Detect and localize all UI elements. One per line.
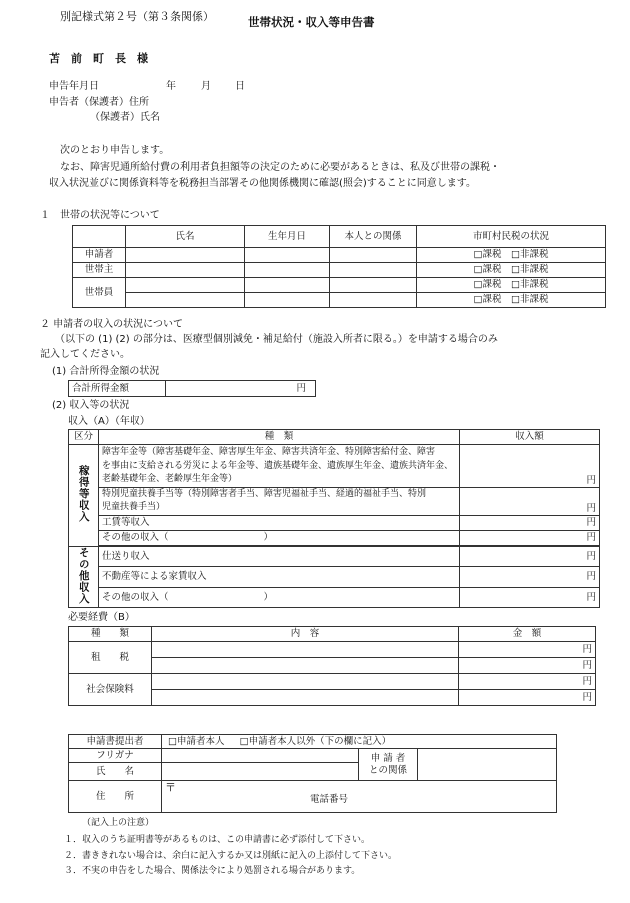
total-income-value[interactable] bbox=[166, 381, 316, 397]
allowance-line-2: 児童扶養手当） bbox=[102, 502, 166, 512]
relation-label-1: 申 請 者 bbox=[370, 753, 406, 765]
expense-col-amount: 金 額 bbox=[459, 627, 596, 642]
addressee: 苫 前 町 長 様 bbox=[49, 52, 148, 65]
other-income-group: その他収入 bbox=[77, 546, 90, 604]
income-table bbox=[68, 429, 600, 608]
postal-mark: 〒 bbox=[165, 781, 176, 794]
expense-table bbox=[68, 626, 596, 706]
remittance-label: 仕送り収入 bbox=[99, 546, 460, 567]
total-income-label: 合計所得金額 bbox=[69, 381, 166, 397]
other-income-amount-2[interactable]: 円 bbox=[460, 587, 600, 608]
rent-amount[interactable]: 円 bbox=[460, 567, 600, 588]
member1-relation-cell[interactable] bbox=[330, 278, 417, 293]
row-applicant: 申請者 bbox=[73, 248, 126, 263]
section1-heading: １ 世帯の状況等について bbox=[40, 210, 160, 221]
section2-note-2: 記入してください。 bbox=[40, 349, 130, 360]
wage-label: 工賃等収入 bbox=[99, 515, 460, 530]
relation-input[interactable] bbox=[418, 749, 557, 781]
tax-content-2[interactable] bbox=[152, 658, 459, 674]
member1-name-cell[interactable] bbox=[126, 278, 245, 293]
income-col-amount: 収入額 bbox=[460, 430, 600, 445]
col-tax: 市町村民税の状況 bbox=[417, 226, 606, 248]
col-name: 氏名 bbox=[126, 226, 245, 248]
note-2: ２．書ききれない場合は、余白に記入するか又は別紙に記入の上添付して下さい。 bbox=[64, 851, 398, 861]
member2-birth-cell[interactable] bbox=[245, 293, 330, 308]
furigana-label: フリガナ bbox=[69, 749, 162, 763]
member2-tax-options[interactable]: □課税 □非課税 bbox=[417, 293, 606, 308]
yen-unit: 円 bbox=[296, 382, 306, 394]
page-title: 世帯状況・収入等申告書 bbox=[248, 15, 375, 29]
social-amount-1[interactable]: 円 bbox=[459, 674, 596, 690]
address-label: 申告者（保護者）住所 bbox=[49, 97, 149, 108]
section2-note-1: （以下の (1) (2) の部分は、医療型個別減免・補足給付（施設入所者に限る。）を申請する場合のみ bbox=[55, 334, 498, 345]
relation-label-2: との関係 bbox=[368, 764, 407, 776]
submitter-name-label: 氏 名 bbox=[69, 763, 162, 781]
household-table bbox=[72, 225, 606, 308]
member1-tax-options[interactable]: □課税 □非課税 bbox=[417, 278, 606, 293]
submitter-name-input[interactable] bbox=[162, 763, 359, 781]
note-1: １．収入のうち証明書等があるものは、この申請書に必ず添付して下さい。 bbox=[64, 835, 371, 845]
social-content-1[interactable] bbox=[152, 674, 459, 690]
rent-label: 不動産等による家賃収入 bbox=[99, 567, 460, 588]
submitter-address-label: 住 所 bbox=[69, 781, 162, 813]
income-a-label: 収入（A）（年収） bbox=[68, 416, 150, 427]
householder-birth-cell[interactable] bbox=[245, 263, 330, 278]
applicant-name-cell[interactable] bbox=[126, 248, 245, 263]
submitter-address-input[interactable] bbox=[162, 781, 557, 813]
section2-heading: ２ 申請者の収入の状況について bbox=[40, 319, 183, 330]
tax-amount-1[interactable]: 円 bbox=[459, 642, 596, 658]
furigana-input[interactable] bbox=[162, 749, 359, 763]
submitter-self-option[interactable]: □申請者本人 bbox=[168, 735, 225, 747]
col-birth: 生年月日 bbox=[245, 226, 330, 248]
col-relation: 本人との関係 bbox=[330, 226, 417, 248]
other-income-amount-1[interactable]: 円 bbox=[460, 530, 600, 545]
expense-col-content: 内 容 bbox=[152, 627, 459, 642]
intro-line-3: 収入状況並びに関係資料等を税務担当部署その他関係機関に確認(照会)することに同意します。 bbox=[49, 178, 477, 189]
applicant-birth-cell[interactable] bbox=[245, 248, 330, 263]
social-content-2[interactable] bbox=[152, 690, 459, 706]
income-col-category: 区分 bbox=[69, 430, 99, 445]
form-style-label: 別記様式第２号（第３条関係） bbox=[60, 10, 214, 23]
earned-income-group: 稼得等収入 bbox=[77, 464, 90, 523]
submitter-table bbox=[68, 734, 557, 813]
year-label: 年 bbox=[166, 81, 176, 92]
tax-label: 租 税 bbox=[69, 642, 152, 674]
row-householder: 世帯主 bbox=[73, 263, 126, 278]
member1-birth-cell[interactable] bbox=[245, 278, 330, 293]
income-subheading: (2) 収入等の状況 bbox=[52, 400, 130, 411]
guardian-name-label: （保護者）氏名 bbox=[90, 112, 160, 123]
other-income-label-1: その他の収入（ ） bbox=[99, 530, 460, 545]
intro-line-2: なお、障害児通所給付費の利用者負担額等の決定のために必要があるときは、私及び世帯の課税・ bbox=[60, 162, 500, 173]
total-income-subheading: (1) 合計所得金額の状況 bbox=[52, 366, 160, 377]
phone-label: 電話番号 bbox=[310, 794, 349, 806]
expense-col-type: 種 類 bbox=[69, 627, 152, 642]
tax-content-1[interactable] bbox=[152, 642, 459, 658]
total-income-table bbox=[68, 380, 316, 397]
day-label: 日 bbox=[235, 81, 245, 92]
social-insurance-label: 社会保険料 bbox=[69, 674, 152, 706]
income-col-type: 種 類 bbox=[99, 430, 460, 445]
wage-amount[interactable]: 円 bbox=[460, 515, 600, 530]
pension-amount[interactable]: 円 bbox=[460, 445, 600, 488]
intro-line-1: 次のとおり申告します。 bbox=[60, 145, 170, 156]
applicant-tax-options[interactable]: □課税 □非課税 bbox=[417, 248, 606, 263]
remittance-amount[interactable]: 円 bbox=[460, 546, 600, 567]
pension-line-3: 老齢基礎年金、老齢厚生年金等） bbox=[102, 474, 238, 484]
pension-line-2: を事由に支給される労災による年金等、遺族基礎年金、遺族厚生年金、遺族共済年金、 bbox=[102, 460, 454, 471]
householder-name-cell[interactable] bbox=[126, 263, 245, 278]
pension-line-1: 障害年金等（障害基礎年金、障害厚生年金、障害共済年金、特別障害給付金、障害 bbox=[102, 447, 436, 457]
other-income-label-2: その他の収入（ ） bbox=[99, 587, 460, 608]
note-3: ３．不実の申告をした場合、関係法令により処罰される場合があります。 bbox=[64, 866, 361, 876]
tax-amount-2[interactable]: 円 bbox=[459, 658, 596, 674]
applicant-relation-cell[interactable] bbox=[330, 248, 417, 263]
notes-heading: （記入上の注意） bbox=[82, 818, 155, 828]
householder-relation-cell[interactable] bbox=[330, 263, 417, 278]
allowance-amount[interactable]: 円 bbox=[460, 487, 600, 515]
householder-tax-options[interactable]: □課税 □非課税 bbox=[417, 263, 606, 278]
row-member: 世帯員 bbox=[73, 278, 126, 308]
expense-b-label: 必要経費（B） bbox=[68, 612, 135, 623]
month-label: 月 bbox=[201, 81, 211, 92]
date-label: 申告年月日 bbox=[49, 81, 99, 92]
member2-relation-cell[interactable] bbox=[330, 293, 417, 308]
allowance-line-1: 特別児童扶養手当等（特別障害者手当、障害児福祉手当、経過的福祉手当、特別 bbox=[102, 488, 427, 499]
social-amount-2[interactable]: 円 bbox=[459, 690, 596, 706]
submitter-other-option[interactable]: □申請者本人以外（下の欄に記入） bbox=[239, 735, 392, 747]
submitter-label: 申請書提出者 bbox=[69, 735, 162, 749]
member2-name-cell[interactable] bbox=[126, 293, 245, 308]
